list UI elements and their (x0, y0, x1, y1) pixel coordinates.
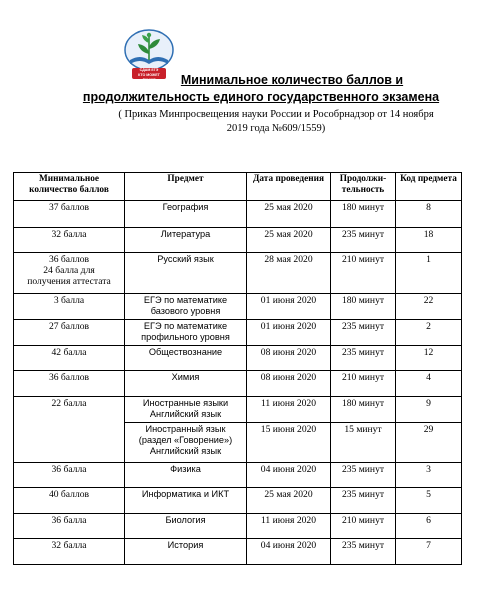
cell-duration: 210 минут (331, 253, 396, 294)
table-row (14, 397, 462, 423)
cell-score: 36 баллов (14, 371, 125, 397)
cell-date: 28 мая 2020 (247, 253, 331, 294)
cell-subject (125, 423, 247, 463)
cell-score-line: получения аттестата (27, 276, 111, 288)
table-row (14, 488, 462, 514)
cell-subject-line: (раздел «Говорение») (138, 435, 233, 446)
cell-subject-line: Иностранный язык (145, 424, 226, 434)
logo-banner-line1: СДАМ ЕГЭ (139, 68, 159, 72)
cell-duration: 15 минут (331, 423, 396, 463)
cell-code: 22 (396, 294, 462, 320)
cell-duration: 235 минут (331, 320, 396, 346)
cell-subject-line: Иностранные языки (142, 398, 229, 408)
header-score: Минимальное количество баллов (14, 173, 125, 201)
header-subject: Предмет (125, 173, 247, 201)
cell-score: 32 балла (14, 539, 125, 565)
cell-score: 37 баллов (14, 201, 125, 228)
table-row (14, 539, 462, 565)
cell-code: 8 (396, 201, 462, 228)
cell-subject: География (125, 201, 247, 228)
cell-date: 25 мая 2020 (247, 228, 331, 253)
cell-code: 2 (396, 320, 462, 346)
cell-score: 42 балла (14, 346, 125, 371)
page-title (66, 72, 456, 106)
cell-code: 9 (396, 397, 462, 423)
page-title-line2: продолжительность единого государственного экзамена (82, 90, 440, 104)
cell-subject: Обществознание (125, 346, 247, 371)
cell-score: 32 балла (14, 228, 125, 253)
cell-subject-line: ЕГЭ по математике (143, 321, 228, 331)
cell-code: 4 (396, 371, 462, 397)
cell-date: 04 июня 2020 (247, 463, 331, 488)
cell-subject: Литература (125, 228, 247, 253)
header-code: Код предмета (396, 173, 462, 201)
page-title-line1: Минимальное количество баллов и (180, 73, 404, 87)
cell-subject: История (125, 539, 247, 565)
cell-subject: Информатика и ИКТ (125, 488, 247, 514)
cell-date: 15 июня 2020 (247, 423, 331, 463)
cell-code: 6 (396, 514, 462, 539)
cell-score-line: 24 балла для (43, 265, 95, 277)
cell-date: 08 июня 2020 (247, 346, 331, 371)
cell-subject: Биология (125, 514, 247, 539)
cell-score: 3 балла (14, 294, 125, 320)
cell-subject-line: Английский язык (149, 446, 222, 457)
cell-duration: 210 минут (331, 371, 396, 397)
cell-score: 22 балла (14, 397, 125, 463)
page-subtitle (96, 108, 456, 136)
cell-subject (125, 320, 247, 346)
cell-date: 25 мая 2020 (247, 488, 331, 514)
cell-code: 5 (396, 488, 462, 514)
table-row (14, 320, 462, 346)
exam-table (13, 172, 462, 565)
cell-subject-line: базового уровня (150, 306, 221, 317)
cell-subject-line: Английский язык (149, 409, 222, 420)
table-row (14, 201, 462, 228)
cell-duration: 180 минут (331, 201, 396, 228)
cell-subject-line: ЕГЭ по математике (143, 295, 228, 305)
cell-subject: Физика (125, 463, 247, 488)
cell-subject (125, 294, 247, 320)
header-date: Дата проведения (247, 173, 331, 201)
cell-code: 18 (396, 228, 462, 253)
cell-duration: 235 минут (331, 346, 396, 371)
cell-date: 11 июня 2020 (247, 397, 331, 423)
cell-duration: 180 минут (331, 294, 396, 320)
table-row (14, 346, 462, 371)
table-row (14, 371, 462, 397)
cell-date: 11 июня 2020 (247, 514, 331, 539)
cell-duration: 235 минут (331, 539, 396, 565)
cell-code: 29 (396, 423, 462, 463)
cell-duration: 235 минут (331, 488, 396, 514)
cell-score: 27 баллов (14, 320, 125, 346)
cell-score: 36 балла (14, 463, 125, 488)
cell-subject-line: профильного уровня (141, 332, 230, 343)
subtitle-line2: 2019 года №609/1559) (226, 123, 326, 134)
logo-banner-line2: КТО МОЖЕТ ЛУЧШЕ (138, 73, 160, 82)
cell-duration: 180 минут (331, 397, 396, 423)
cell-score-line: 36 баллов (48, 254, 90, 265)
cell-date: 25 мая 2020 (247, 201, 331, 228)
cell-code: 3 (396, 463, 462, 488)
cell-date: 01 июня 2020 (247, 320, 331, 346)
table-row (14, 228, 462, 253)
table-row (14, 463, 462, 488)
table-row (14, 294, 462, 320)
cell-score (14, 253, 125, 294)
header-duration: Продолжи-тельность (331, 173, 396, 201)
cell-duration: 235 минут (331, 228, 396, 253)
cell-subject: Химия (125, 371, 247, 397)
cell-date: 08 июня 2020 (247, 371, 331, 397)
subtitle-line1: ( Приказ Минпросвещения науки России и Рособрнадзор от 14 ноября (118, 109, 434, 120)
cell-score: 40 баллов (14, 488, 125, 514)
cell-code: 12 (396, 346, 462, 371)
cell-subject: Русский язык (125, 253, 247, 294)
table-header-row (14, 173, 462, 201)
cell-date: 04 июня 2020 (247, 539, 331, 565)
cell-code: 1 (396, 253, 462, 294)
table-row (14, 514, 462, 539)
cell-duration: 210 минут (331, 514, 396, 539)
cell-duration: 235 минут (331, 463, 396, 488)
cell-code: 7 (396, 539, 462, 565)
table-row (14, 253, 462, 294)
cell-date: 01 июня 2020 (247, 294, 331, 320)
cell-subject (125, 397, 247, 423)
cell-score: 36 балла (14, 514, 125, 539)
